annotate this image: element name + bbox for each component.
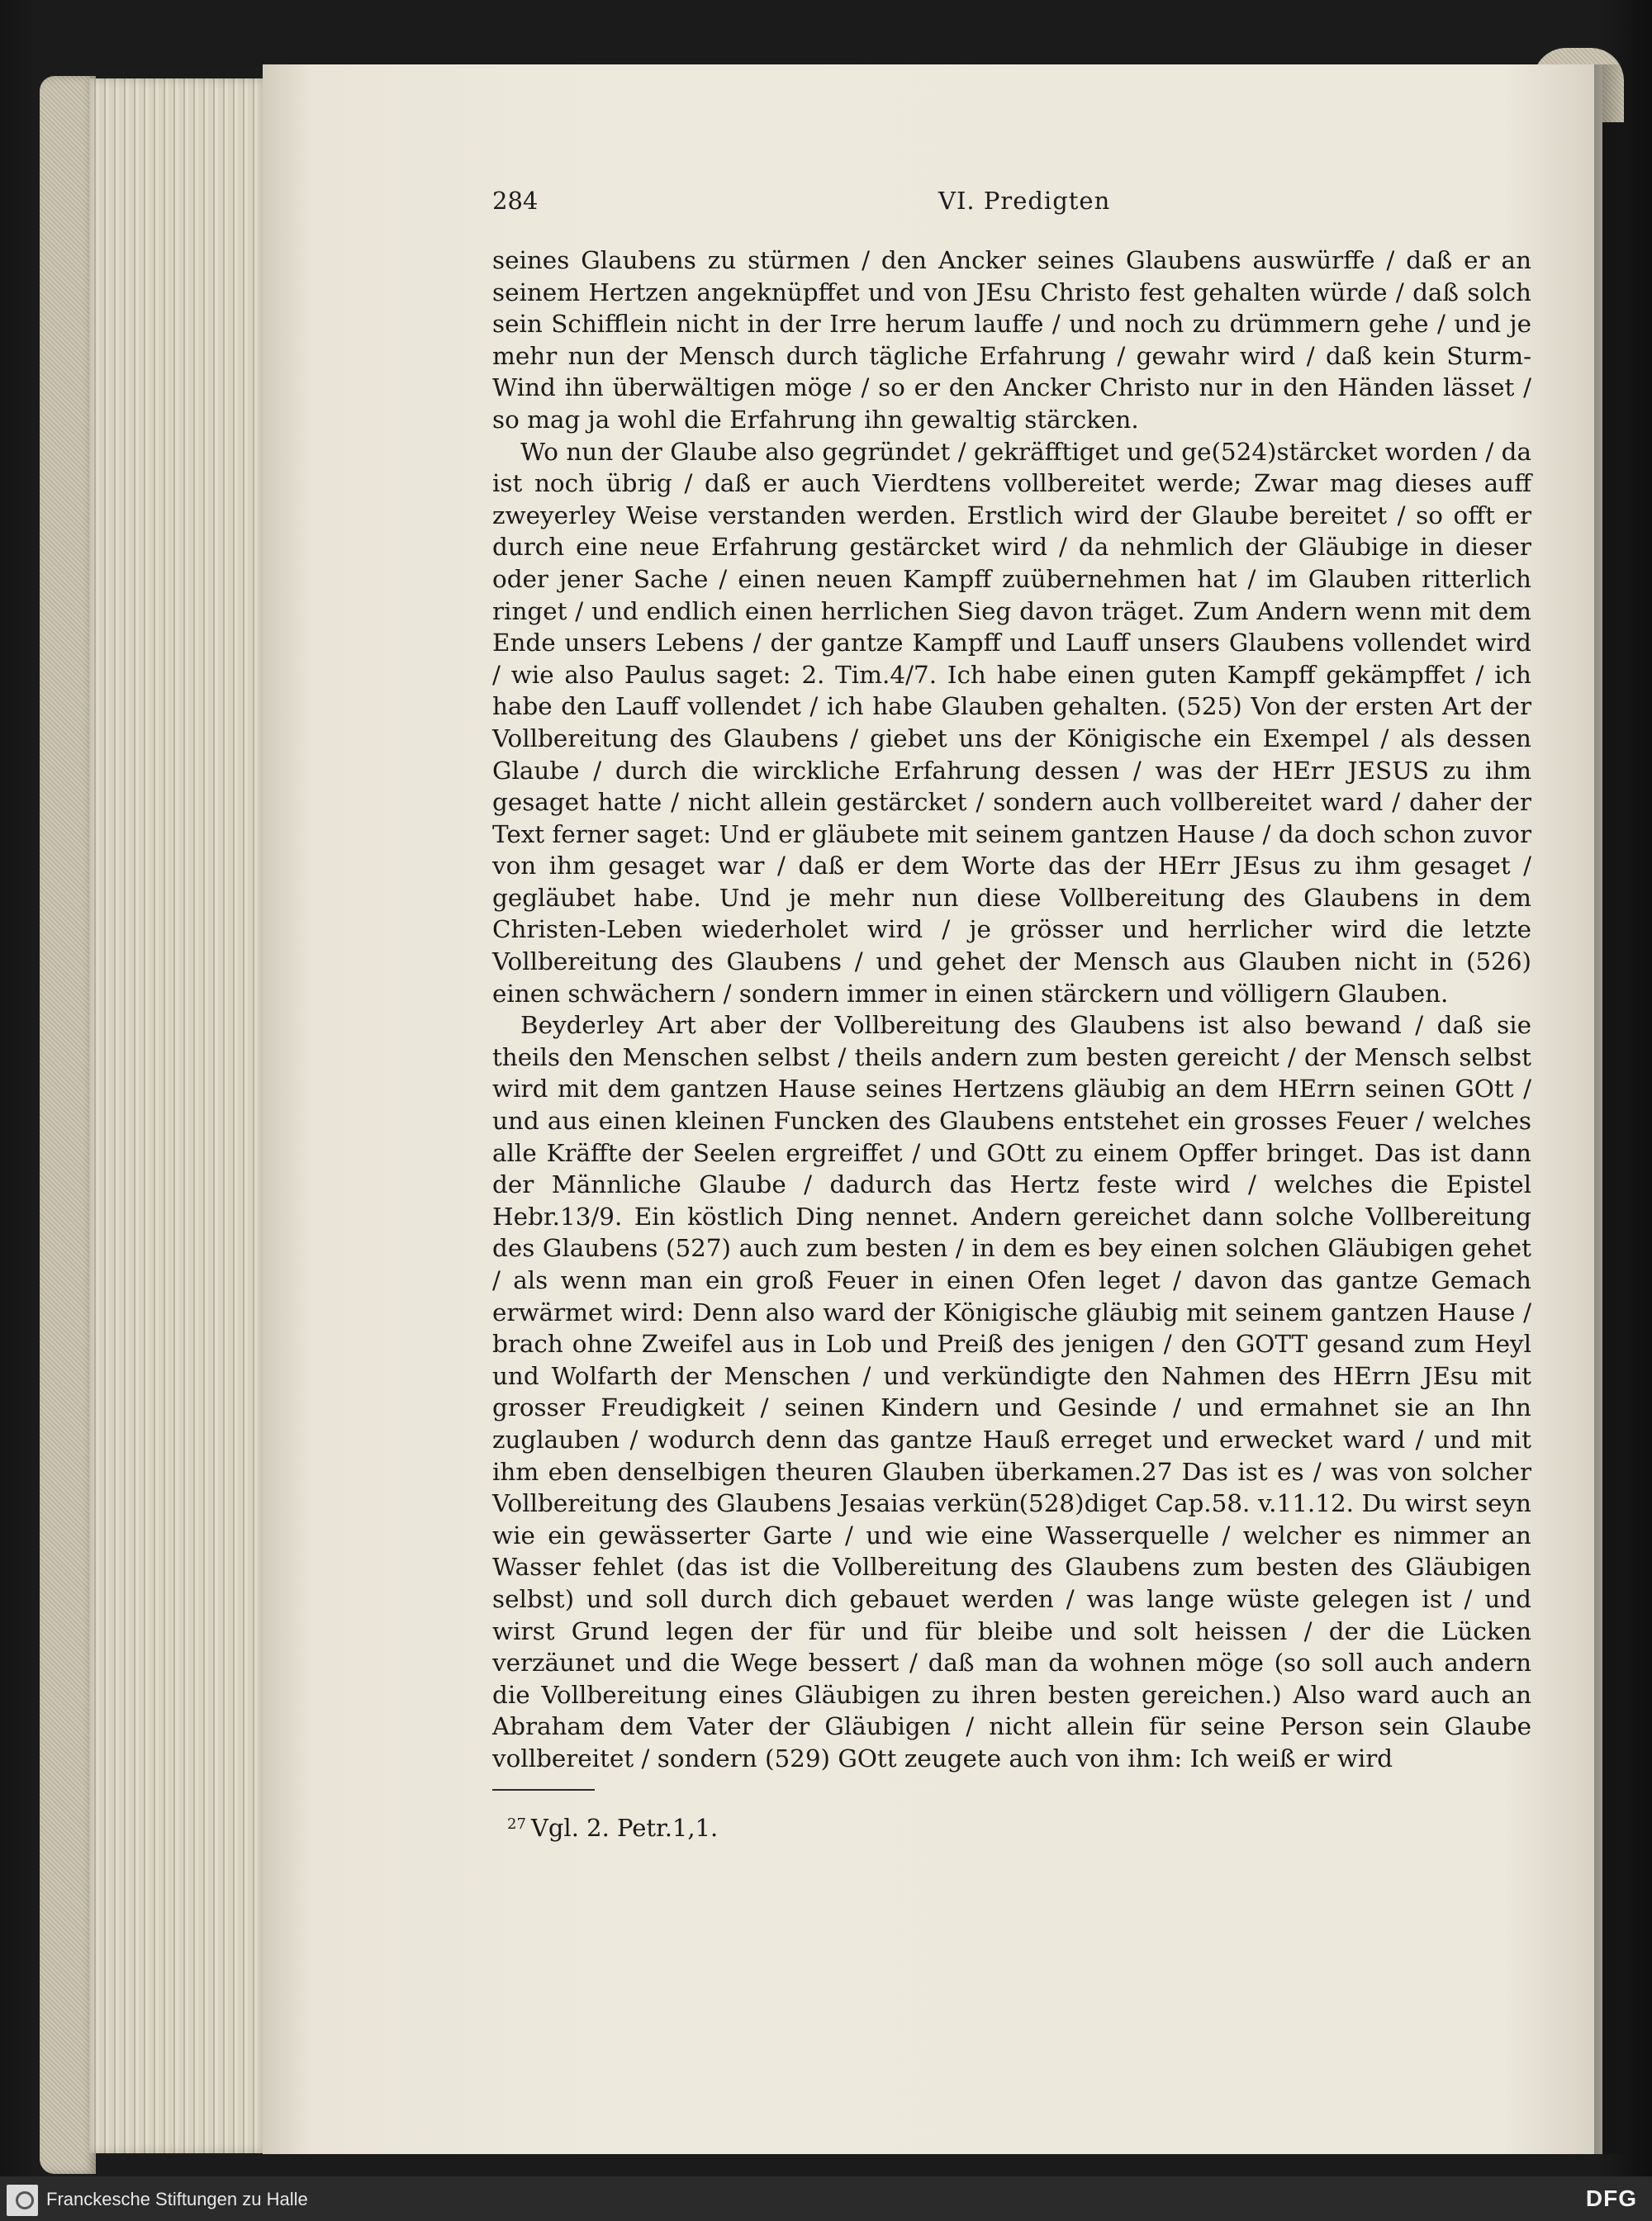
main-text [492, 244, 1531, 1775]
footnote [507, 1814, 718, 1842]
gutter-shadow [1594, 64, 1627, 2154]
footnote-number: 27 [507, 1815, 526, 1833]
running-title: VI. Predigten [938, 187, 1111, 215]
footnote-divider [492, 1789, 595, 1791]
book-spine-cloth [40, 76, 96, 2174]
paragraph: seines Glaubens zu stürmen / den Ancker seines Glaubens auswürffe / daß er an seinem Hertzen angeknüpffet und von JEsu Christo fest gehalten würde / daß solch sein Schifflein nicht in der Irre herum lauffe / und noch zu drümmern gehe / und je mehr nun der Mensch durch tägliche Erfahrung / gewahr wird / daß kein Sturm-Wind ihn überwältigen möge / so er den Ancker Christo nur in den Händen lässet / so mag ja wohl die Erfahrung ihn gewaltig stärcken. [492, 246, 1531, 434]
paragraph: Beyderley Art aber der Vollbereitung des Glaubens ist also bewand / daß sie theils den Menschen selbst / theils andern zum besten gereicht / der Mensch selbst wird mit dem gantzen Hause seines Hertzens gläubig an dem HErrn seinen GOtt / und aus einen kleinen Funcken des Glaubens entstehet ein grosses Feuer / welches alle Kräffte der Seelen ergreiffet / und GOtt zu einem Opffer bringet. Das ist dann der Männliche Glaube / dadurch das Hertz feste wird / welches die Epistel Hebr.13/9. Ein köstlich Ding nennet. Andern gereichet dann solche Vollbereitung des Glaubens (527) auch zum besten / in dem es bey einen solchen Gläubigen gehet / als wenn man ein groß Feuer in einen Ofen leget / davon das gantze Gemach erwärmet wird: Denn also ward der Königische gläubig mit seinem gantzen Hause / brach ohne Zweifel aus in Lob und Preiß des jenigen / den GOTT gesand zum Heyl und Wolfarth der Menschen / und verkündigte den Nahmen des HErrn JEsu mit grosser Freudigkeit / seinen Kindern und Gesinde / und ermahnet sie an Ihn zuglauben / wodurch denn das gantze Hauß erreget und erwecket ward / und mit ihm eben denselbigen theuren Glauben überkamen.27 Das ist es / was von solcher Vollbereitung des Glaubens Jesaias verkün(528)diget Cap.58. v.11.12. Du wirst seyn wie ein gewässerter Garte / und wie eine Wasserquelle / welcher es nimmer an Wasser fehlet (das ist die Vollbereitung des Glaubens zum besten des Gläubigen selbst) und soll durch dich gebauet werden / was lange wüste gelegen ist / und wirst Grund legen der für und für bleibe und solt heissen / der die Lücken verzäunet und die Wege bessert / daß man da wohnen möge (so soll auch andern die Vollbereitung eines Gläubigen zu ihren besten gereichen.) Also ward auch an Abraham dem Vater der Gläubigen / nicht allein für seine Person sein Glaube vollbereitet / sondern (529) GOtt zeugete auch von ihm: Ich weiß er wird [492, 1011, 1531, 1773]
institution-logo-icon[interactable] [7, 2185, 38, 2216]
page-edges [89, 78, 264, 2153]
running-header [492, 187, 1531, 220]
paragraph: Wo nun der Glaube also gegründet / gekräfftiget und ge(524)stärcket worden / da ist noch übrig / daß er auch Vierdtens vollbereitet werde; Zwar mag dieses auff zweyerley Weise verstanden werden. Erstlich wird der Glaube bereitet / so offt er durch eine neue Erfahrung gestärcket wird / da nehmlich der Gläubige in dieser oder jener Sache / einen neuen Kampff zuübernehmen hat / im Glauben ritterlich ringet / und endlich einen herrlichen Sieg davon träget. Zum Andern wenn mit dem Ende unsers Lebens / der gantze Kampff und Lauff unsers Glaubens vollendet wird / wie also Paulus saget: 2. Tim.4/7. Ich habe einen guten Kampff gekämpffet / ich habe den Lauff vollendet / ich habe Glauben gehalten. (525) Von der ersten Art der Vollbereitung des Glaubens / giebet uns der Königische ein Exempel / als dessen Glaube / durch die wirckliche Erfahrung dessen / was der HErr JESUS zu ihm gesaget hatte / nicht allein gestärcket / sondern auch vollbereitet ward / daher der Text ferner saget: Und er gläubete mit seinem gantzen Hause / da doch schon zuvor von ihm gesaget war / daß er dem Worte das der HErr JEsus zu ihm gesaget / gegläubet habe. Und je mehr nun diese Vollbereitung des Glaubens in dem Christen-Leben wiederholet wird / je grösser und herrlicher wird die letzte Vollbereitung des Glaubens / und gehet der Mensch aus Glauben nicht in (526) einen schwächern / sondern immer in einen stärckern und völligern Glauben. [492, 437, 1531, 1008]
footnote-text: Vgl. 2. Petr.1,1. [530, 1814, 719, 1842]
dfg-logo[interactable]: DFG [1585, 2185, 1637, 2211]
institution-name[interactable]: Franckesche Stiftungen zu Halle [46, 2189, 308, 2209]
page-number: 284 [492, 187, 539, 215]
